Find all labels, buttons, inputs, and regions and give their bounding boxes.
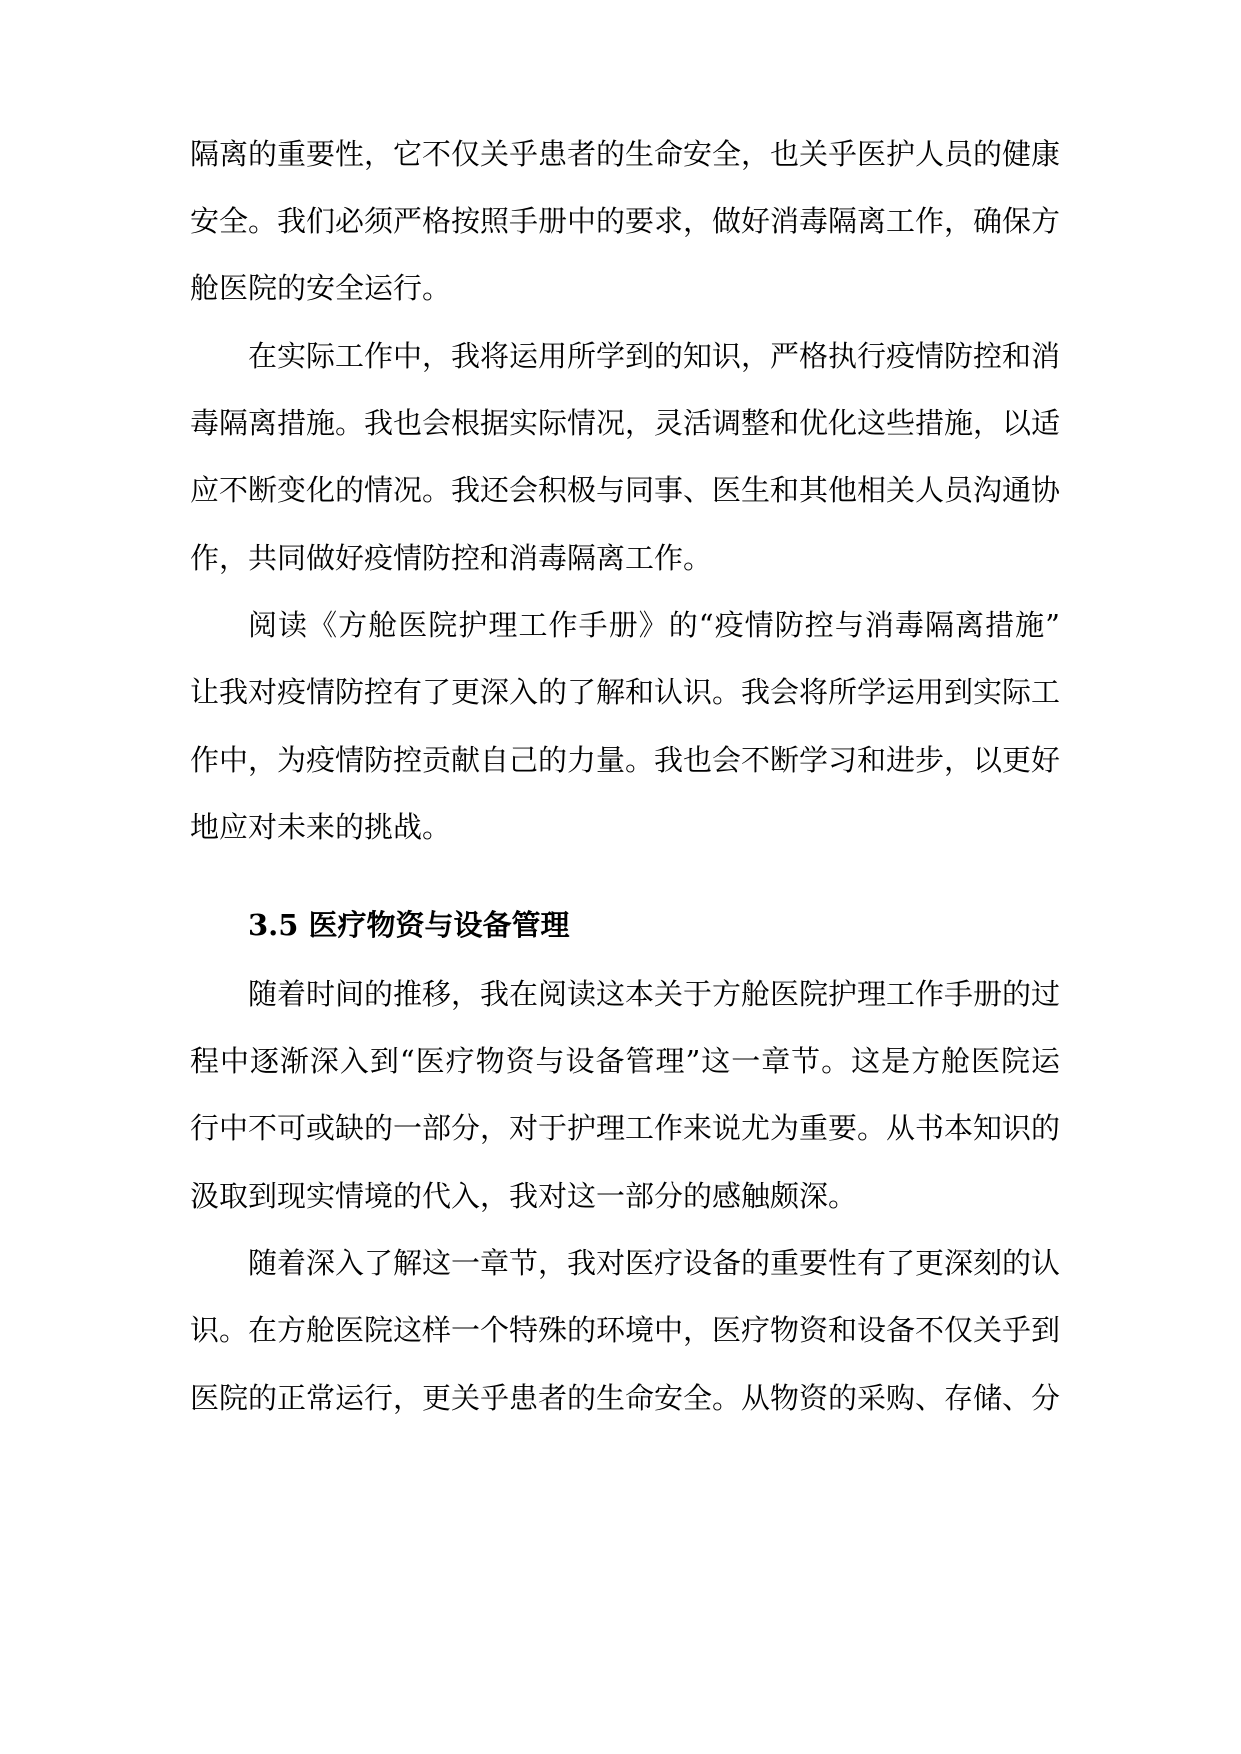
paragraph-line: 阅读《方舱医院护理工作手册》的“疫情防控与消毒隔离措施” xyxy=(248,608,1060,642)
paragraph-line: 识。在方舱医院这样一个特殊的环境中，医疗物资和设备不仅关乎到 xyxy=(190,1313,1061,1347)
section-heading: 3.5 医疗物资与设备管理 xyxy=(248,908,570,942)
paragraph-line: 地应对未来的挑战。 xyxy=(190,810,452,844)
paragraph-line: 医院的正常运行，更关乎患者的生命安全。从物资的采购、存储、分 xyxy=(190,1381,1061,1415)
paragraph-line: 汲取到现实情境的代入，我对这一部分的感触颇深。 xyxy=(190,1179,858,1213)
paragraph-line: 作，共同做好疫情防控和消毒隔离工作。 xyxy=(190,541,713,575)
paragraph-line: 隔离的重要性，它不仅关乎患者的生命安全，也关乎医护人员的健康 xyxy=(190,137,1061,171)
paragraph-line: 随着深入了解这一章节，我对医疗设备的重要性有了更深刻的认 xyxy=(248,1246,1061,1280)
paragraph-line: 应不断变化的情况。我还会积极与同事、医生和其他相关人员沟通协 xyxy=(190,473,1061,507)
paragraph-line: 随着时间的推移，我在阅读这本关于方舱医院护理工作手册的过 xyxy=(248,977,1061,1011)
paragraph-line: 安全。我们必须严格按照手册中的要求，做好消毒隔离工作，确保方 xyxy=(190,204,1061,238)
paragraph-line: 让我对疫情防控有了更深入的了解和认识。我会将所学运用到实际工 xyxy=(190,675,1061,709)
paragraph-line: 程中逐渐深入到“医疗物资与设备管理”这一章节。这是方舱医院运 xyxy=(190,1044,1060,1078)
paragraph-line: 行中不可或缺的一部分，对于护理工作来说尤为重要。从书本知识的 xyxy=(190,1111,1061,1145)
paragraph-line: 毒隔离措施。我也会根据实际情况，灵活调整和优化这些措施，以适 xyxy=(190,406,1061,440)
paragraph-line: 作中，为疫情防控贡献自己的力量。我也会不断学习和进步，以更好 xyxy=(190,743,1061,777)
paragraph-line: 在实际工作中，我将运用所学到的知识，严格执行疫情防控和消 xyxy=(248,339,1061,373)
paragraph-line: 舱医院的安全运行。 xyxy=(190,271,452,305)
